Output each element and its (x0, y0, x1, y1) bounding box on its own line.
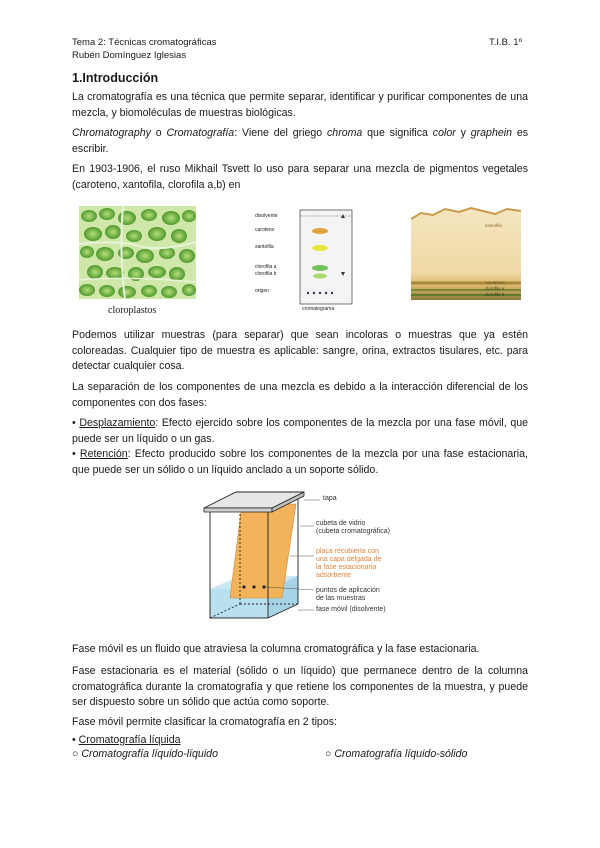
paragraph-definition: La cromatografía es una técnica que permite separar, identificar y purificar componentes de una mezcla, y biomoléculas de muestras biológicas. (72, 91, 528, 119)
strip-label-clorofila-a: clorofila a (255, 264, 277, 270)
term-cromatografia: Cromatografía (166, 127, 235, 139)
strip-label-clorofila-b: clorofila b (255, 271, 277, 277)
sub-item-label: Cromatografía líquido-líquido (81, 748, 218, 760)
text-d: es escribir. (72, 127, 529, 155)
label-tapa: tapa (323, 495, 337, 502)
paragraph-fase-estacionaria: Fase estacionaria es el material (sólido o un líquido) que permanece dentro de la columna cromatográfica durante la cromatografía y que retiene los componentes de la muestra, y puede ser dispuesto sobre un sólido que actúa como soporte. (72, 665, 528, 708)
term-chroma: chroma (327, 127, 363, 139)
header-author: Rubén Domínguez Iglesias (72, 50, 187, 61)
bullet-retencion (72, 447, 528, 478)
label-cubeta: cubeta de vidrio (cubeta cromatográfica) (316, 520, 390, 535)
column-label-clorofila-b: clorofila b (485, 292, 505, 297)
sub-item-liquido-solido (325, 747, 467, 762)
strip-caption: cromatograma (302, 306, 335, 312)
paragraph-clasificacion: Fase móvil permite clasificar la cromatografía en 2 tipos: (72, 716, 337, 728)
bullet2-text: : Efecto producido sobre los componentes de la mezcla por una fase estacionaria, que puede ser un sólido o un líquido anclado a un soporte sólido. (72, 448, 528, 476)
strip-label-disolvente: disolvente (255, 213, 278, 219)
text-c: y (455, 127, 471, 139)
paragraph-separation: La separación de los componentes de una mezcla es debido a la interacción diferencial de los componentes con dos fases: (72, 381, 528, 409)
column-label-xantofila: xantofila (485, 223, 502, 228)
bullet-desplazamiento (72, 416, 528, 447)
strip-label-caroteno: caroteno (255, 227, 275, 233)
bullet1-text: : Efecto ejercido sobre los componentes de la mezcla por una fase móvil, que puede ser un líquido o un gas. (72, 417, 528, 445)
strip-label-origen: origen (255, 288, 269, 294)
list-title: Cromatografía líquida (78, 734, 181, 746)
paragraph-samples: Podemos utilizar muestras (para separar) que sean incoloras o muestras que ya estén coloreadas. Cualquier tipo de muestra es aplicable: sangre, orina, extractos tisulares, etc. para detectar cualquier cosa. (72, 329, 528, 372)
column-photo (411, 205, 521, 300)
text-o: o (150, 127, 167, 139)
term-retencion: Retención (79, 448, 128, 460)
term-desplazamiento: Desplazamiento (79, 417, 156, 429)
chloroplast-image (79, 206, 196, 299)
label-placa: placa recubierta con una capa delgada de la fase estacionaria adsorbente (316, 548, 382, 579)
list-item-cromatografia-liquida (72, 733, 181, 748)
label-puntos: puntos de aplicación de las muestras (316, 587, 380, 602)
chromatogram-figure (252, 206, 358, 316)
term-graphein: graphein (470, 127, 512, 139)
term-color: color (432, 127, 456, 139)
header-topic: Tema 2: Técnicas cromatográficas (72, 37, 217, 48)
text-a: : Viene del griego (234, 127, 327, 139)
paragraph-fase-movil: Fase móvil es un fluido que atraviesa la columna cromatográfica y la fase estacionaria. (72, 643, 480, 655)
paragraph-history: En 1903-1906, el ruso Mikhail Tsvett lo uso para separar una mezcla de pigmentos vegetales (caroteno, xantofila, clorofila a,b) en (72, 163, 528, 191)
header-course: T.I.B. 1º (489, 37, 523, 48)
strip-label-xantofila: xantofila (255, 244, 274, 250)
term-chromatography: Chromatography (72, 127, 151, 139)
circle-bullet-icon: ○ (72, 748, 82, 760)
bullet-mark: • (72, 417, 80, 429)
chloroplast-caption: cloroplastos (108, 305, 157, 316)
label-fase-movil: fase móvil (disolvente) (316, 606, 386, 613)
circle-bullet-icon: ○ (325, 748, 335, 760)
column-label-carotenos: carotenos (485, 280, 505, 285)
bullet-mark: • (72, 448, 80, 460)
sub-item-liquido-liquido (72, 747, 218, 762)
section-title: 1.Introducción (72, 71, 159, 85)
paragraph-etymology (72, 126, 528, 157)
tank-figure (200, 486, 410, 626)
sub-item-label: Cromatografía líquido-sólido (334, 748, 468, 760)
bullet-mark: • (72, 734, 79, 746)
column-label-clorofila-a: clorofila a (485, 286, 505, 291)
text-b: que significa (362, 127, 433, 139)
